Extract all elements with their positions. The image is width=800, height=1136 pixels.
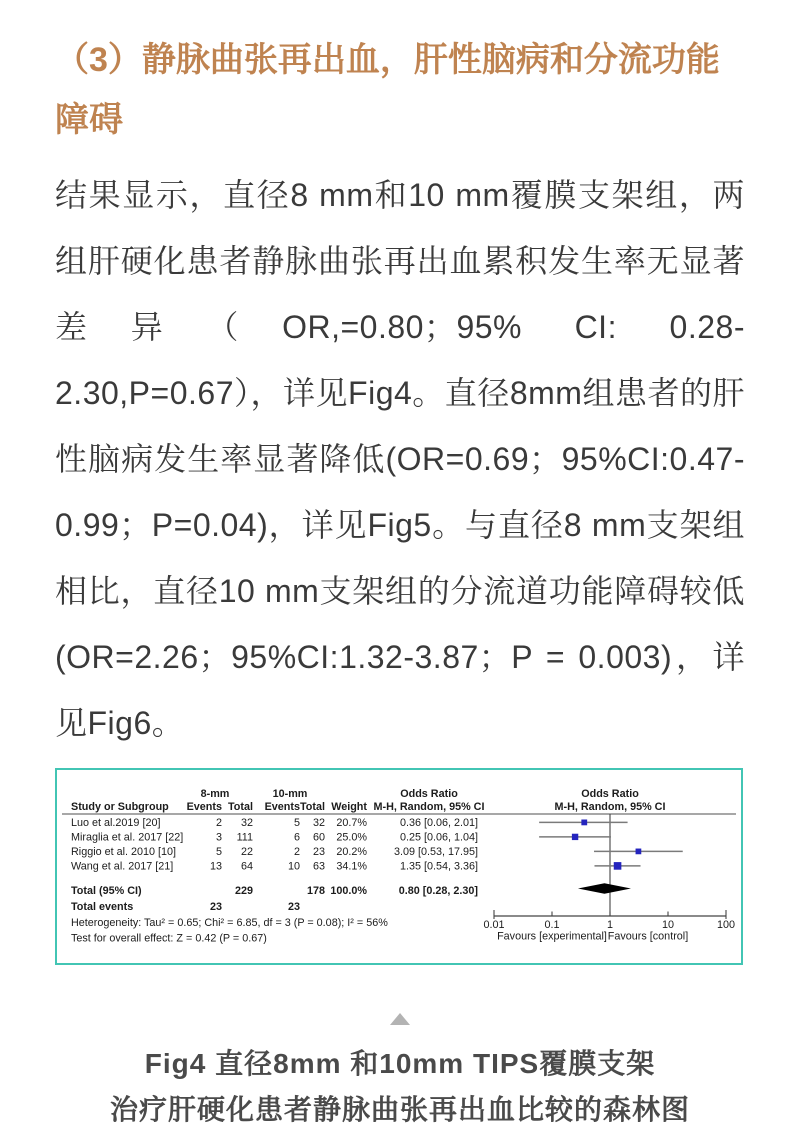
svg-text:Study or Subgroup: Study or Subgroup: [71, 801, 169, 813]
svg-text:Weight: Weight: [331, 801, 367, 813]
svg-text:Total events: Total events: [71, 901, 134, 913]
svg-text:63: 63: [312, 860, 325, 873]
svg-text:22: 22: [240, 846, 253, 858]
svg-text:0.36 [0.06, 2.01]: 0.36 [0.06, 2.01]: [399, 817, 478, 829]
svg-text:Test for overall effect: Z = 0: Test for overall effect: Z = 0.42 (P = 0.67): [71, 932, 267, 945]
svg-text:178: 178: [306, 885, 325, 897]
svg-text:Riggio et al. 2010 [10]: Riggio et al. 2010 [10]: [71, 846, 177, 858]
svg-text:34.1%: 34.1%: [336, 860, 367, 873]
svg-text:Total: Total: [300, 801, 325, 813]
svg-text:M-H, Random, 95% CI: M-H, Random, 95% CI: [373, 801, 485, 813]
svg-text:Events: Events: [264, 801, 300, 813]
svg-text:Odds Ratio: Odds Ratio: [581, 788, 639, 800]
svg-text:Miraglia et al. 2017 [22]: Miraglia et al. 2017 [22]: [71, 831, 184, 844]
figure-caption: [55, 1041, 745, 1133]
svg-text:13: 13: [209, 860, 222, 873]
svg-text:32: 32: [240, 817, 253, 829]
svg-text:5: 5: [293, 817, 300, 829]
svg-text:10: 10: [661, 919, 675, 931]
svg-text:Favours [control]: Favours [control]: [607, 930, 689, 943]
section-heading: （3）静脉曲张再出血，肝性脑病和分流功能障碍: [55, 41, 720, 139]
svg-text:100: 100: [716, 919, 736, 931]
svg-text:Favours [experimental]: Favours [experimental]: [497, 930, 607, 943]
svg-text:0.80 [0.28, 2.30]: 0.80 [0.28, 2.30]: [398, 885, 478, 897]
forest-plot-chart: [57, 770, 741, 963]
svg-text:64: 64: [240, 860, 253, 873]
svg-text:8-mm: 8-mm: [200, 788, 230, 800]
svg-text:3.09 [0.53, 17.95]: 3.09 [0.53, 17.95]: [393, 846, 478, 858]
svg-text:Odds Ratio: Odds Ratio: [400, 788, 458, 800]
svg-text:1: 1: [606, 919, 614, 931]
svg-text:6: 6: [293, 831, 300, 844]
body-paragraph: 结果显示，直径8 mm和10 mm覆膜支架组，两组肝硬化患者静脉曲张再出血累积发生率无显著差异（OR,=0.80；95% CI: 0.28-2.30,P=0.67），详见Fig4。直径8mm组患者的肝性脑病发生率显著降低(OR=0.69；95%CI:0.47-0.99；P=0.04)，详见Fig5。与直径8 mm支架组相比，直径10 mm支架组的分流道功能障碍较低(OR=2.26；95%CI:1.32-3.87；P = 0.003)，详见Fig6。: [55, 177, 745, 741]
svg-text:Total (95% CI): Total (95% CI): [71, 885, 142, 897]
svg-text:0.01: 0.01: [483, 919, 505, 931]
svg-text:25.0%: 25.0%: [336, 831, 367, 844]
svg-text:0.25 [0.06, 1.04]: 0.25 [0.06, 1.04]: [399, 831, 478, 844]
svg-text:20.2%: 20.2%: [336, 846, 367, 858]
svg-text:229: 229: [234, 885, 253, 897]
svg-text:M-H, Random, 95% CI: M-H, Random, 95% CI: [554, 801, 666, 813]
svg-text:5: 5: [215, 846, 222, 858]
caption-line-2: 治疗肝硬化患者静脉曲张再出血比较的森林图: [109, 1094, 690, 1125]
svg-text:2: 2: [293, 846, 300, 858]
svg-text:Heterogeneity: Tau² = 0.65; Ch: Heterogeneity: Tau² = 0.65; Chi² = 6.85, df = 3 (P = 0.08); I² = 56%: [71, 917, 388, 929]
caption-line-1: Fig4 直径8mm 和10mm TIPS覆膜支架: [144, 1048, 656, 1079]
svg-text:2: 2: [215, 817, 222, 829]
collapse-triangle-icon: [390, 1013, 410, 1025]
svg-text:3: 3: [215, 831, 222, 844]
svg-text:1.35 [0.54, 3.36]: 1.35 [0.54, 3.36]: [399, 860, 478, 873]
svg-text:Total: Total: [228, 801, 253, 813]
svg-text:60: 60: [312, 831, 325, 844]
svg-text:23: 23: [287, 901, 300, 913]
svg-text:Luo et al.2019 [20]: Luo et al.2019 [20]: [71, 817, 161, 829]
svg-text:23: 23: [312, 846, 325, 858]
forest-plot-figure: [55, 768, 743, 965]
svg-text:111: 111: [236, 831, 253, 844]
svg-text:20.7%: 20.7%: [336, 817, 367, 829]
svg-text:10-mm: 10-mm: [272, 788, 308, 800]
svg-text:32: 32: [312, 817, 325, 829]
svg-text:100.0%: 100.0%: [330, 885, 367, 897]
svg-text:10: 10: [287, 860, 300, 873]
svg-text:Events: Events: [186, 801, 222, 813]
svg-text:0.1: 0.1: [544, 919, 560, 931]
svg-text:Wang et al. 2017 [21]: Wang et al. 2017 [21]: [71, 860, 174, 873]
svg-text:23: 23: [209, 901, 222, 913]
